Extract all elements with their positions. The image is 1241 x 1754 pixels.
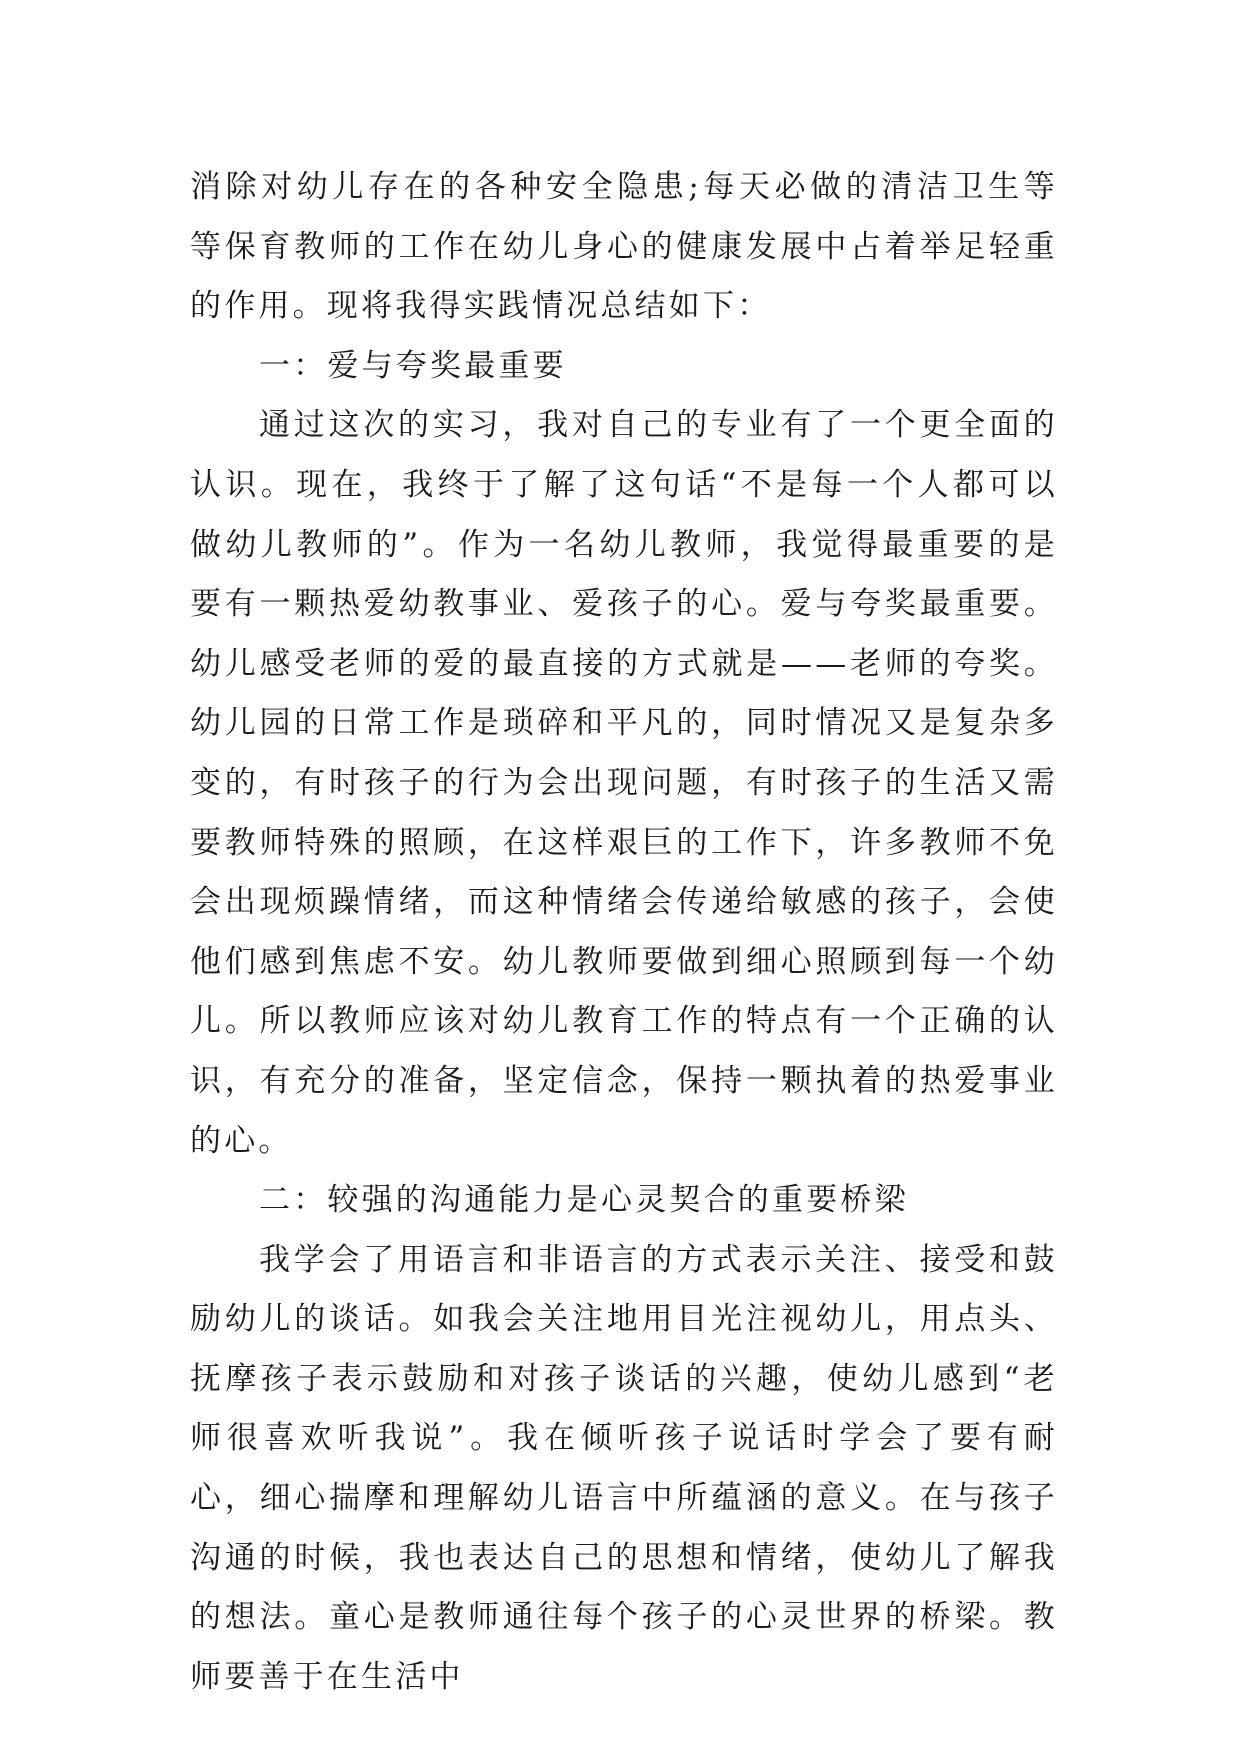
section-heading-2: 二：较强的沟通能力是心灵契合的重要桥梁 [259,1182,909,1219]
paragraph-section-2: 我学会了用语言和非语言的方式表示关注、接受和鼓励幼儿的谈话。如我会关注地用目光注视幼儿，用点头、抚摩孩子表示鼓励和对孩子谈话的兴趣，使幼儿感到“老师很喜欢听我说”。我在倾听孩子说话时学会了要有耐心，细心揣摩和理解幼儿语言中所蕴涵的意义。在与孩子沟通的时候，我也表达自己的思想和情绪，使幼儿了解我的想法。童心是教师通往每个孩子的心灵世界的桥梁。教师要善于在生活中 [190,1241,1058,1695]
section-heading-1: 一：爱与夸奖最重要 [259,347,567,384]
paragraph-section-1: 通过这次的实习，我对自己的专业有了一个更全面的认识。现在，我终于了解了这句话“不是每一个人都可以做幼儿教师的”。作为一名幼儿教师，我觉得最重要的是要有一颗热爱幼教事业、爱孩子的心。爱与夸奖最重要。幼儿感受老师的爱的最直接的方式就是——老师的夸奖。幼儿园的日常工作是琐碎和平凡的，同时情况又是复杂多变的，有时孩子的行为会出现问题，有时孩子的生活又需要教师特殊的照顾，在这样艰巨的工作下，许多教师不免会出现烦躁情绪，而这种情绪会传递给敏感的孩子，会使他们感到焦虑不安。幼儿教师要做到细心照顾到每一个幼儿。所以教师应该对幼儿教育工作的特点有一个正确的认识，有充分的准备，坚定信念，保持一颗执着的热爱事业的心。 [190,407,1058,1159]
paragraph-intro: 消除对幼儿存在的各种安全隐患;每天必做的清洁卫生等等保育教师的工作在幼儿身心的健康发展中占着举足轻重的作用。现将我得实践情况总结如下： [190,169,1058,325]
document-body [190,158,1058,1707]
